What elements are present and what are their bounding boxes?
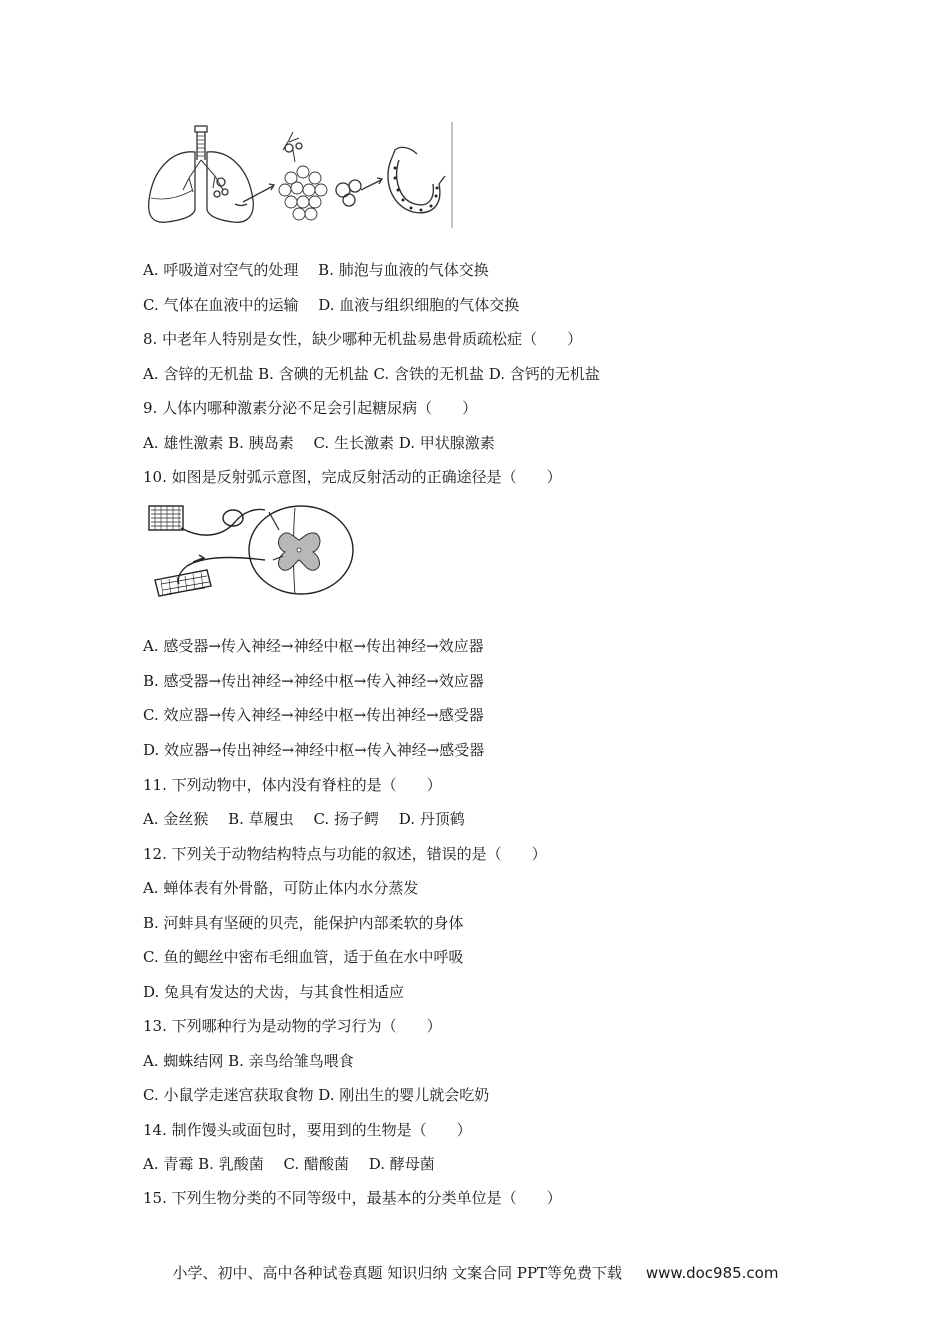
q13-stem: 13. 下列哪种行为是动物的学习行为（ ）	[143, 1017, 442, 1035]
q15-stem: 15. 下列生物分类的不同等级中，最基本的分类单位是（ ）	[143, 1189, 562, 1207]
q13-options-ab: A. 蜘蛛结网 B. 亲鸟给雏鸟喂食	[143, 1052, 354, 1070]
q7-options-line2: C. 气体在血液中的运输 D. 血液与组织细胞的气体交换	[143, 296, 520, 314]
q10-option-c: C. 效应器→传入神经→神经中枢→传出神经→感受器	[143, 706, 484, 724]
q12-stem: 12. 下列关于动物结构特点与功能的叙述，错误的是（ ）	[143, 845, 547, 863]
q12-option-a: A. 蝉体表有外骨骼，可防止体内水分蒸发	[143, 879, 419, 897]
q9-options: A. 雄性激素 B. 胰岛素 C. 生长激素 D. 甲状腺激素	[143, 434, 495, 452]
reflex-arc-diagram	[143, 500, 383, 610]
q10-option-d: D. 效应器→传出神经→神经中枢→传入神经→感受器	[143, 741, 485, 759]
respiration-diagram	[143, 120, 455, 230]
q10-option-a: A. 感受器→传入神经→神经中枢→传出神经→效应器	[143, 637, 484, 655]
q12-option-d: D. 兔具有发达的犬齿，与其食性相适应	[143, 983, 405, 1001]
footer-text: 小学、初中、高中各种试卷真题 知识归纳 文案合同 PPT等免费下载	[172, 1264, 623, 1282]
q12-option-c: C. 鱼的鳃丝中密布毛细血管，适于鱼在水中呼吸	[143, 948, 464, 966]
q11-options: A. 金丝猴 B. 草履虫 C. 扬子鳄 D. 丹顶鹤	[143, 810, 465, 828]
respiration-figure	[143, 120, 455, 230]
q10-option-b: B. 感受器→传出神经→神经中枢→传入神经→效应器	[143, 672, 484, 690]
page-footer	[163, 1244, 778, 1283]
q12-option-b: B. 河蚌具有坚硬的贝壳，能保护内部柔软的身体	[143, 914, 464, 932]
q11-stem: 11. 下列动物中，体内没有脊柱的是（ ）	[143, 776, 442, 794]
q8-options: A. 含锌的无机盐 B. 含碘的无机盐 C. 含铁的无机盐 D. 含钙的无机盐	[143, 365, 600, 383]
q10-stem: 10. 如图是反射弧示意图，完成反射活动的正确途径是（ ）	[143, 468, 562, 486]
q8-stem: 8. 中老年人特别是女性，缺少哪种无机盐易患骨质疏松症（ ）	[143, 330, 583, 348]
footer-url[interactable]: www.doc985.com	[645, 1264, 779, 1282]
q14-options: A. 青霉 B. 乳酸菌 C. 醋酸菌 D. 酵母菌	[143, 1155, 435, 1173]
q13-options-cd: C. 小鼠学走迷宫获取食物 D. 刚出生的婴儿就会吃奶	[143, 1086, 490, 1104]
q9-stem: 9. 人体内哪种激素分泌不足会引起糖尿病（ ）	[143, 399, 478, 417]
reflex-arc-figure	[143, 500, 383, 610]
q14-stem: 14. 制作馒头或面包时，要用到的生物是（ ）	[143, 1121, 472, 1139]
q7-options-line1: A. 呼吸道对空气的处理 B. 肺泡与血液的气体交换	[143, 261, 489, 279]
